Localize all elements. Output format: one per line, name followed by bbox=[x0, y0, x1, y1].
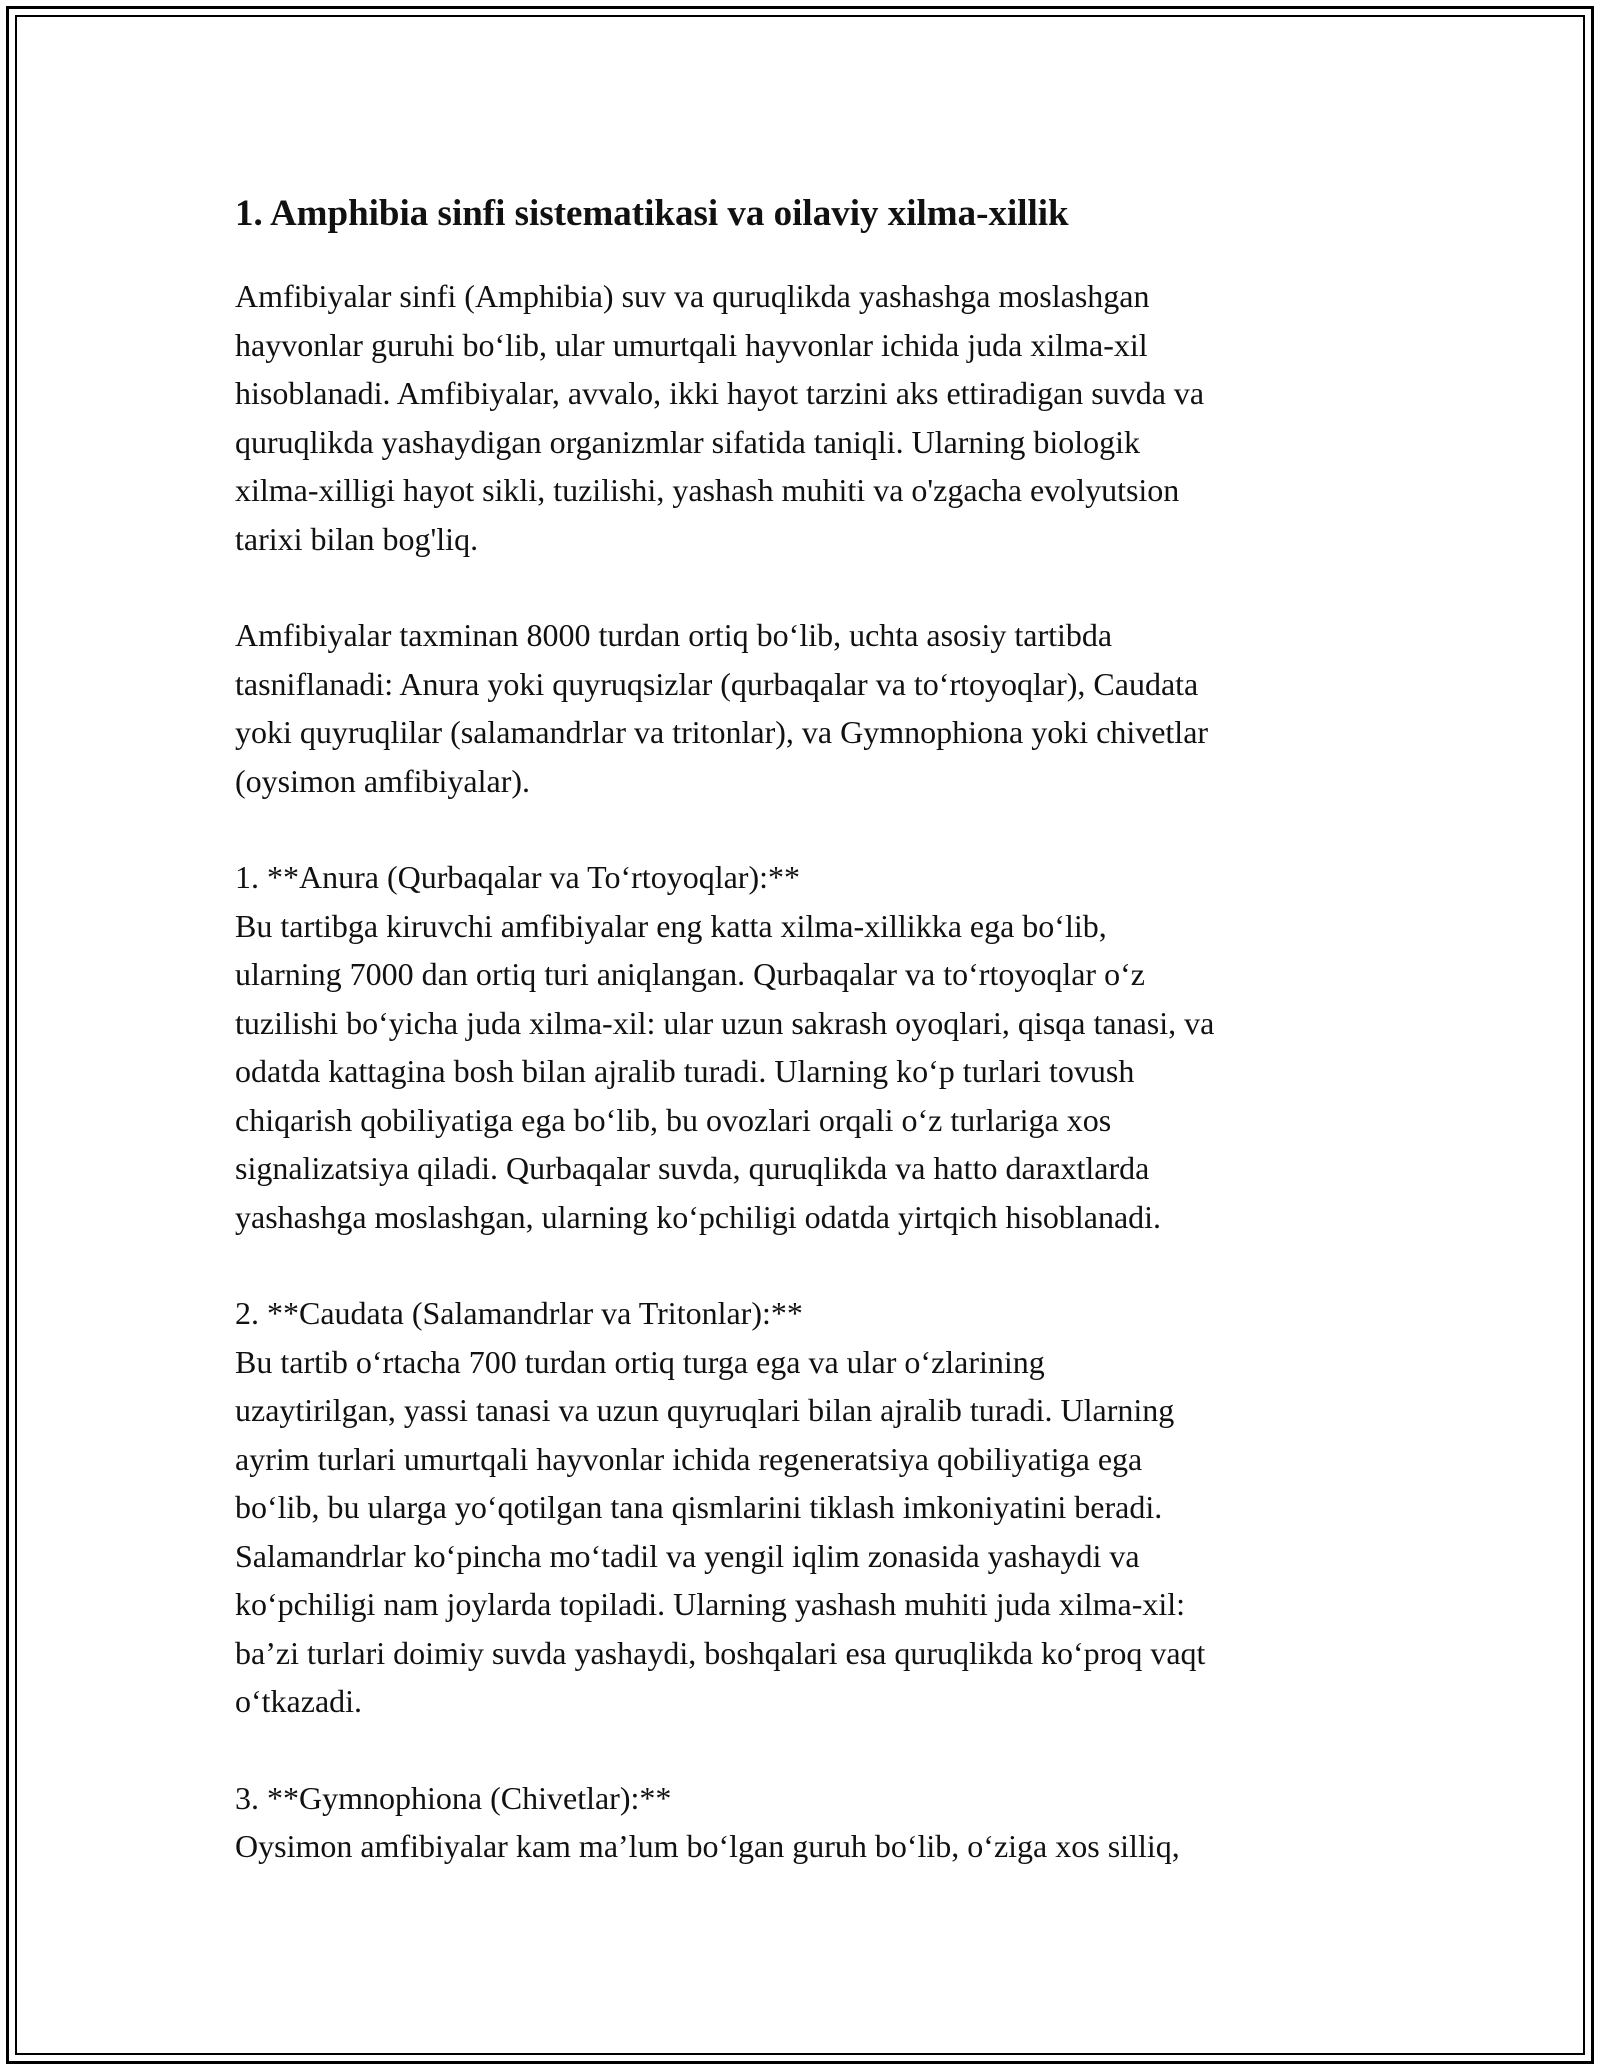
list-item-text: Bu tartib o‘rtacha 700 turdan ortiq turga ega va ular o‘zlarining uzaytirilgan, yassi tanasi va uzun quyruqlari bilan ajralib turadi. Ularning ayrim turlari umurtqali hayvonlar ichida regeneratsiya qobiliyatiga ega bo‘lib, bu ularga yo‘qotilgan tana qismlarini tiklash imkoniyatini beradi. Salamandrlar ko‘pincha mo‘tadil va yengil iqlim zonasida yashaydi va ko‘pchiligi nam joylarda topiladi. Ularning yashash muhiti juda xilma-xil: ba’zi turlari doimiy suvda yashaydi, boshqalari esa quruqlikda ko‘proq vaqt o‘tkazadi. bbox=[235, 1343, 1206, 1719]
list-item-text: Oysimon amfibiyalar kam ma’lum bo‘lgan guruh bo‘lib, o‘ziga xos silliq, bbox=[235, 1828, 1180, 1864]
list-item-heading: 3. **Gymnophiona (Chivetlar):** bbox=[235, 1779, 672, 1816]
list-item-heading: 2. **Caudata (Salamandrlar va Tritonlar):** bbox=[235, 1295, 803, 1331]
list-item-gymnophiona bbox=[235, 1774, 1375, 1871]
list-item-heading: 1. **Anura (Qurbaqalar va To‘rtoyoqlar):** bbox=[235, 859, 800, 895]
intro-paragraph: Amfibiyalar sinfi (Amphibia) suv va quruqlikda yashashga moslashgan hayvonlar guruhi bo‘lib, ular umurtqali hayvonlar ichida juda xilma-xil hisoblanadi. Amfibiyalar, avvalo, ikki hayot tarzini aks ettiradigan suvda va quruqlikda yashaydigan organizmlar sifatida taniqli. Ularning biologik xilma-xilligi hayot sikli, tuzilishi, yashash muhiti va o'zgacha evolyutsion tarixi bilan bog'liq. bbox=[235, 278, 1205, 557]
list-item-text: Bu tartibga kiruvchi amfibiyalar eng katta xilma-xillikka ega bo‘lib, ularning 7000 dan ortiq turi aniqlangan. Qurbaqalar va to‘rtoyoqlar o‘z tuzilishi bo‘yicha juda xilma-xil: ular uzun sakrash oyoqlari, qisqa tanasi, va odatda kattagina bosh bilan ajralib turadi. Ularning ko‘p turlari tovush chiqarish qobiliyatiga ega bo‘lib, bu ovozlari orqali o‘z turlariga xos signalizatsiya qiladi. Qurbaqalar suvda, quruqlikda va hatto daraxtlarda yashashga moslashgan, ularning ko‘pchiligi odatda yirtqich hisoblanadi. bbox=[235, 907, 1215, 1235]
section-heading: 1. Amphibia sinfi sistematikasi va oilaviy xilma-xillik bbox=[235, 193, 1069, 234]
classification-paragraph: Amfibiyalar taxminan 8000 turdan ortiq bo‘lib, uchta asosiy tartibda tasniflanadi: Anura yoki quyruqsizlar (qurbaqalar va to‘rtoyoqlar), Caudata yoki quyruqlilar (salamandrlar va tritonlar), va Gymnophiona yoki chivetlar (oysimon amfibiyalar). bbox=[235, 617, 1209, 799]
list-item-anura bbox=[235, 853, 1375, 1241]
document-body bbox=[235, 188, 1375, 1919]
list-item-caudata bbox=[235, 1289, 1375, 1726]
